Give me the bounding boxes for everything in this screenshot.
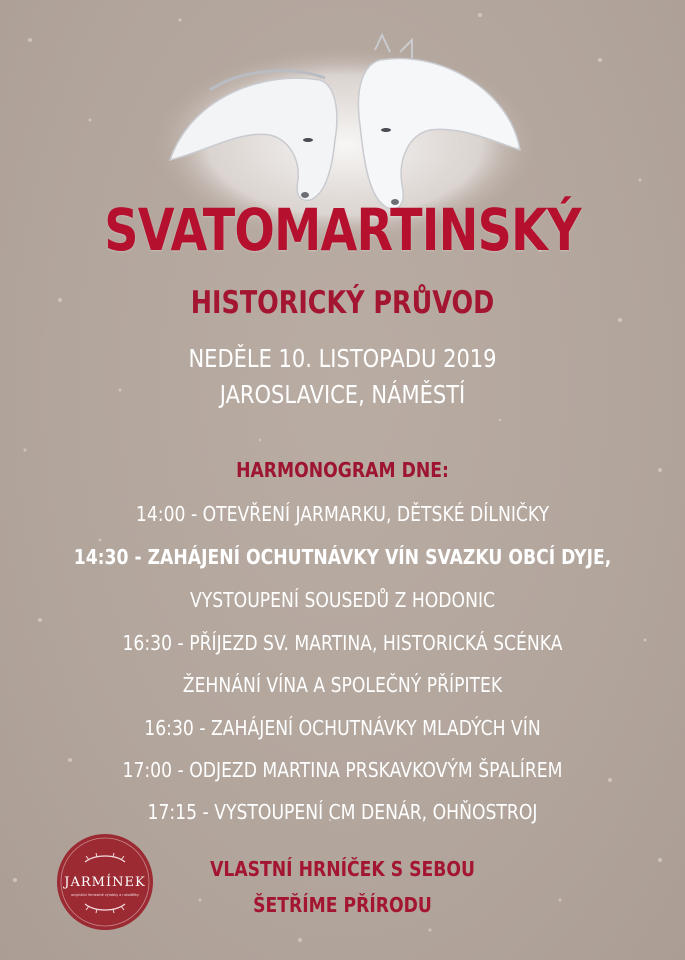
jarminek-logo bbox=[55, 832, 155, 932]
schedule-line: 17:00 - ODJEZD MARTINA PRSKAVKOVÝM ŠPALÍREM bbox=[122, 758, 563, 782]
schedule-line: 14:00 - OTEVŘENÍ JARMARKU, DĚTSKÉ DÍLNIČKY bbox=[135, 502, 550, 526]
schedule-line: 17:15 - VYSTOUPENÍ CM DENÁR, OHŇOSTROJ bbox=[147, 800, 538, 824]
schedule-line: 16:30 - PŘÍJEZD SV. MARTINA, HISTORICKÁ SCÉNKA bbox=[122, 631, 563, 655]
poster-subtitle: HISTORICKÝ PRŮVOD bbox=[190, 285, 495, 321]
schedule-line: VYSTOUPENÍ SOUSEDŮ Z HODONIC bbox=[189, 588, 496, 612]
schedule-line: 16:30 - ZAHÁJENÍ OCHUTNÁVKY MLADÝCH VÍN bbox=[144, 716, 541, 740]
footer-line-nature: ŠETŘÍME PŘÍRODU bbox=[253, 893, 432, 917]
poster-title: SVATOMARTINSKÝ bbox=[104, 196, 581, 264]
footer-line-cup: VLASTNÍ HRNÍČEK S SEBOU bbox=[210, 857, 475, 881]
schedule-line: ŽEHNÁNÍ VÍNA A SPOLEČNÝ PŘÍPITEK bbox=[182, 673, 503, 697]
event-date: NEDĚLE 10. LISTOPADU 2019 bbox=[188, 344, 497, 373]
schedule-line: 14:30 - ZAHÁJENÍ OCHUTNÁVKY VÍN SVAZKU OBCÍ DYJE, bbox=[73, 545, 612, 569]
schedule-heading: HARMONOGRAM DNE: bbox=[236, 458, 449, 482]
logo-tagline: originální řemeslné výrobky a rukodělky bbox=[71, 893, 139, 897]
event-place: JAROSLAVICE, NÁMĚSTÍ bbox=[219, 380, 466, 409]
logo-text: JARMÍNEK bbox=[64, 875, 146, 890]
